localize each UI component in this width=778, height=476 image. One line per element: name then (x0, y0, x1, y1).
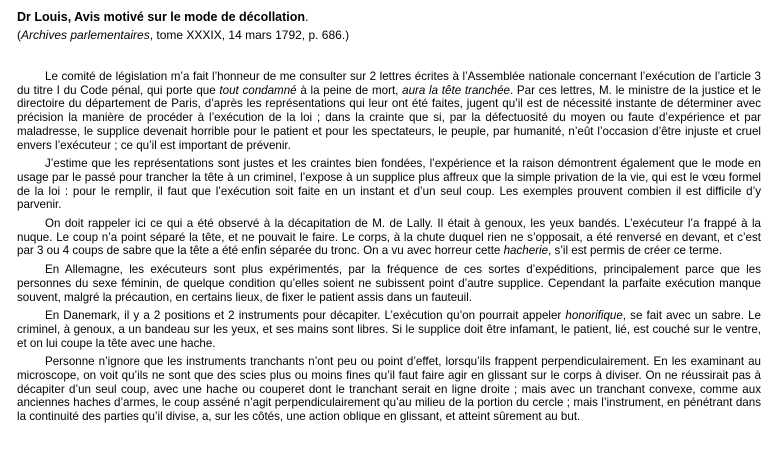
document-title (17, 9, 761, 25)
p1-italic-b: tout condamné (219, 83, 297, 97)
p5-part-a: En Danemark, il y a 2 positions et 2 instruments pour décapiter. L’exécution qu’on pourrait appeler (45, 309, 566, 323)
p3-italic-b: hacherie (503, 244, 549, 258)
source-open-paren: ( (17, 28, 21, 42)
title-text: Dr Louis, Avis motivé sur le mode de décollation (17, 10, 306, 24)
p1-part-e: . Par ces lettres, M. le ministre de la justice et le directoire du département de Paris, d’après les représentations qui leur ont été faites, jugent qu’il est de nécessité instante de déterminer avec précision la manière de procéder à l’exécution de la loi ; dans la crainte que si, par la défectuosité du moyen ou faute d’expérience et par maladresse, le supplice devenait horrible pour le patient et pour les spectateurs, le peuple, par humanité, n’eût l’occasion d’être injuste et cruel envers l’exécuteur ; ce qu’il est important de prévenir. (17, 83, 762, 152)
paragraph-1 (17, 70, 761, 152)
paragraph-2: J’estime que les représentations sont justes et les craintes bien fondées, l’expérience et la raison démontrent également que le mode en usage par le passé pour trancher la tête à un criminel, l’expose à un supplice plus affreux que la simple privation de la vie, qui est le vœu formel de la loi : pour le remplir, il faut que l’exécution soit faite en un instant et d’un seul coup. Les exemples prouvent combien il est difficile d’y parvenir. (17, 157, 761, 212)
p3-part-a: On doit rappeler ici ce qui a été observé à la décapitation de M. de Lally. Il était à genoux, les yeux bandés. L’exécuteur l’a frappé à la nuque. Le coup n’a point séparé la tête, et ne pouvait le faire. Le corps, à la chute duquel rien ne s’opposait, a été renversé en devant, et c’est par 3 ou 4 coups de sabre que la tête a été enfin séparée du tronc. On a vu avec horreur cette (17, 217, 761, 258)
paragraph-5 (17, 309, 761, 350)
paragraph-3 (17, 217, 761, 258)
source-citation (17, 28, 761, 43)
paragraph-6: Personne n’ignore que les instruments tranchants n’ont peu ou point d’effet, lorsqu’ils frappent perpendiculairement. En les examinant au microscope, on voit qu’ils ne sont que des scies plus ou moins fines qu’il faut faire agir en glissant sur le corps à diviser. On ne réussirait pas à décapiter d’un seul coup, avec une hache ou couperet dont le tranchant serait en ligne droite ; mais avec un tranchant convexe, comme aux anciennes haches d’armes, le coup asséné n’agit perpendiculairement qu’au milieu de la portion du cercle ; mais l’instrument, en pénétrant dans la continuité des parties qu’il divise, a, sur les côtés, une action oblique en glissant, et atteint sûrement au but. (17, 355, 761, 424)
paragraph-4: En Allemagne, les exécuteurs sont plus expérimentés, par la fréquence de ces sortes d’expéditions, principalement parce que les personnes du sexe féminin, de quelque condition qu’elles soient ne subissent point d’autre supplice. Cependant la parfaite exécution manque souvent, malgré la précaution, en certains lieux, de fixer le patient assis dans un fauteuil. (17, 263, 761, 304)
document (17, 9, 761, 429)
p5-part-c: , se fait avec un sabre. Le criminel, à genoux, a un bandeau sur les yeux, et ses mains sont libres. Si le supplice doit être infamant, le patient, lié, est couché sur le ventre, et on lui coupe la tête avec une hache. (17, 309, 761, 350)
source-rest: , tome XXXIX, 14 mars 1792, p. 686.) (149, 28, 350, 42)
p3-part-c: , s’il est permis de créer ce terme. (548, 244, 723, 258)
p5-italic-b: honorifique (565, 309, 623, 323)
source-italic: Archives parlementaires (21, 28, 150, 42)
p1-part-c: à la peine de mort, (296, 83, 403, 97)
document-body (17, 70, 761, 424)
p1-italic-d: aura la tête tranchée (402, 83, 510, 97)
p1-part-a: Le comité de législation m’a fait l’honneur de me consulter sur 2 lettres écrites à l’Assemblée nationale concernant l’exécution de l’article 3 du titre I du Code pénal, qui porte que (17, 70, 761, 97)
title-period: . (305, 10, 309, 24)
